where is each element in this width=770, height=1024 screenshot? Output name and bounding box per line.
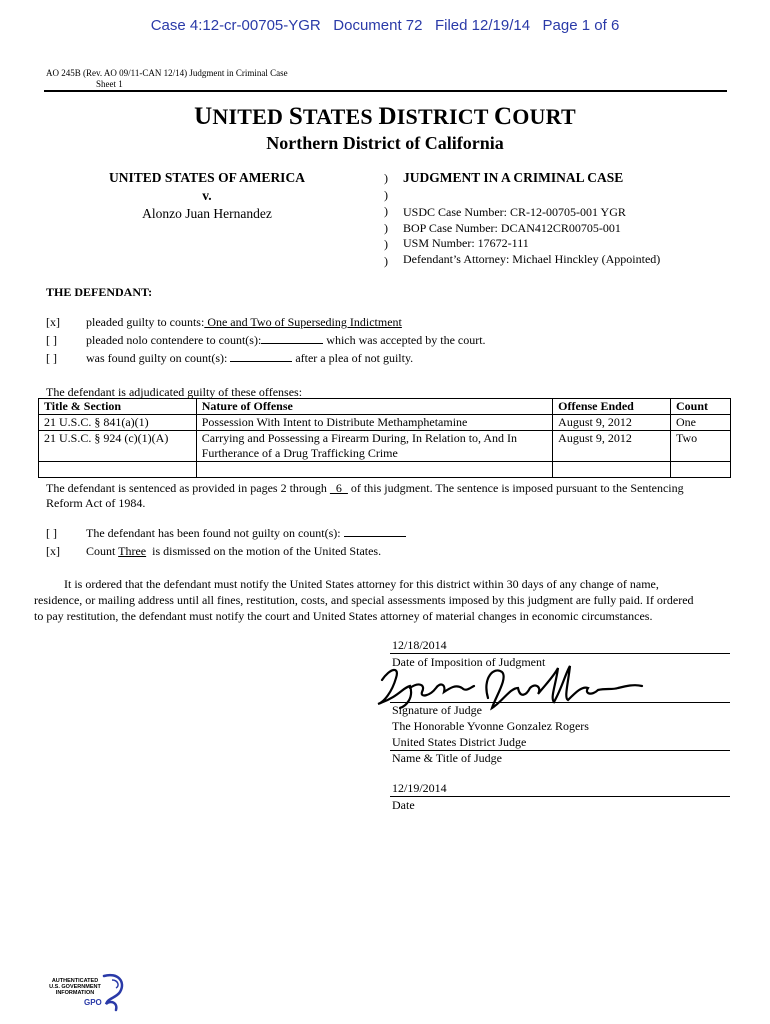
defendant-name: Alonzo Juan Hernandez bbox=[142, 206, 272, 221]
dismissed-before: Count bbox=[86, 544, 119, 558]
dismissed-checkbox: [x] bbox=[46, 544, 60, 558]
plea-checkbox-found-guilty: [ ] bbox=[46, 351, 57, 365]
plea-nolo-label: pleaded nolo contendere to count(s): bbox=[86, 333, 262, 347]
found-guilty-label: was found guilty on count(s): bbox=[86, 351, 228, 365]
dismissed-text bbox=[86, 544, 381, 559]
court-title-part: ISTRICT bbox=[396, 104, 494, 129]
header-nature-of-offense: Nature of Offense bbox=[196, 399, 552, 415]
court-title-part: TATES bbox=[302, 104, 379, 129]
dismissed-count: Three bbox=[118, 544, 147, 558]
name-title-label: Name & Title of Judge bbox=[392, 751, 502, 765]
plea-nolo-text bbox=[86, 333, 486, 348]
court-title bbox=[0, 103, 770, 131]
offenses-intro: The defendant is adjudicated guilty of these offenses: bbox=[46, 385, 303, 399]
sentence-before: The defendant is sentenced as provided in pages 2 through bbox=[46, 481, 330, 495]
not-guilty-text bbox=[86, 526, 406, 541]
offense-ended-cell: August 9, 2012 bbox=[553, 415, 671, 431]
dismissed-after: is dismissed on the motion of the United States. bbox=[146, 544, 382, 558]
empty-cell bbox=[39, 462, 197, 478]
table-row-empty bbox=[39, 462, 731, 478]
court-title-initial: D bbox=[378, 103, 397, 130]
caption-parentheses: ) ) ) ) ) ) bbox=[384, 171, 388, 268]
table-row bbox=[39, 415, 731, 431]
header-rule bbox=[44, 90, 727, 92]
empty-cell bbox=[196, 462, 552, 478]
signature-label: Signature of Judge bbox=[392, 703, 482, 717]
sentence-line2: Reform Act of 1984. bbox=[46, 496, 146, 510]
defendant-attorney: Defendant’s Attorney: Michael Hinckley (Appointed) bbox=[403, 252, 661, 266]
form-id-line: AO 245B (Rev. AO 09/11-CAN 12/14) Judgment in Criminal Case bbox=[46, 68, 288, 78]
usdc-case-number: USDC Case Number: CR-12-00705-001 YGR bbox=[403, 205, 626, 219]
gpo-eagle-icon bbox=[98, 972, 128, 1016]
blank-line bbox=[344, 526, 406, 537]
gpo-line: U.S. GOVERNMENT bbox=[49, 984, 101, 990]
bop-case-number: BOP Case Number: DCAN412CR00705-001 bbox=[403, 221, 621, 235]
title-section-cell: 21 U.S.C. § 841(a)(1) bbox=[39, 415, 197, 431]
order-line-2: residence, or mailing address until all fines, restitution, costs, and special assessments imposed by this judgment are fully paid. If ordered bbox=[34, 593, 694, 607]
gpo-authentication-text bbox=[44, 978, 106, 996]
sentence-text bbox=[46, 481, 736, 496]
date-line bbox=[390, 796, 730, 797]
court-title-initial: U bbox=[194, 103, 213, 130]
plaintiff-name: UNITED STATES OF AMERICA bbox=[109, 170, 305, 185]
filing-header: Case 4:12-cr-00705-YGR Document 72 Filed 12/19/14 Page 1 of 6 bbox=[150, 17, 620, 34]
nature-of-offense-cell: Possession With Intent to Distribute Methamphetamine bbox=[196, 415, 552, 431]
plea-guilty-text bbox=[86, 315, 402, 330]
defendant-heading: THE DEFENDANT: bbox=[46, 285, 153, 299]
header-offense-ended: Offense Ended bbox=[553, 399, 671, 415]
header-title-section: Title & Section bbox=[39, 399, 197, 415]
not-guilty-checkbox: [ ] bbox=[46, 526, 57, 540]
form-identifier bbox=[46, 68, 288, 90]
count-cell: Two bbox=[671, 431, 731, 462]
count-cell: One bbox=[671, 415, 731, 431]
gpo-line: AUTHENTICATED bbox=[51, 978, 99, 984]
usm-number: USM Number: 17672-111 bbox=[403, 236, 529, 250]
sentence-after: of this judgment. The sentence is imposed pursuant to the Sentencing bbox=[347, 481, 684, 495]
court-title-part: NITED bbox=[212, 104, 289, 129]
imposition-date: 12/18/2014 bbox=[392, 638, 447, 652]
order-line-1: It is ordered that the defendant must notify the United States attorney for this district within 30 days of any change of name, bbox=[64, 577, 659, 591]
date-label: Date bbox=[392, 798, 415, 812]
court-title-initial: C bbox=[493, 103, 513, 130]
table-header-row bbox=[39, 399, 731, 415]
judgment-title: JUDGMENT IN A CRIMINAL CASE bbox=[403, 170, 624, 185]
sentence-pages: 6 bbox=[329, 481, 348, 495]
blank-line bbox=[230, 351, 292, 362]
sheet-label: Sheet 1 bbox=[96, 79, 123, 89]
order-line-3: to pay restitution, the defendant must notify the court and United States attorney of material changes in economic circumstances. bbox=[34, 609, 653, 623]
plea-nolo-after: which was accepted by the court. bbox=[323, 333, 486, 347]
signed-date: 12/19/2014 bbox=[392, 781, 447, 795]
found-guilty-text bbox=[86, 351, 413, 366]
plea-checkbox-guilty: [x] bbox=[46, 315, 60, 329]
title-section-cell: 21 U.S.C. § 924 (c)(1)(A) bbox=[39, 431, 197, 462]
table-row bbox=[39, 431, 731, 462]
found-guilty-after: after a plea of not guilty. bbox=[292, 351, 414, 365]
blank-line bbox=[261, 333, 323, 344]
plea-guilty-label: pleaded guilty to counts: bbox=[86, 315, 205, 329]
plea-guilty-counts: One and Two of Superseding Indictment bbox=[204, 315, 402, 329]
offense-ended-cell: August 9, 2012 bbox=[553, 431, 671, 462]
court-title-initial: S bbox=[288, 103, 303, 130]
not-guilty-label: The defendant has been found not guilty on count(s): bbox=[86, 526, 341, 540]
offenses-table bbox=[38, 398, 731, 478]
court-title-part: OURT bbox=[512, 104, 576, 129]
gpo-mark: GPO bbox=[84, 998, 102, 1007]
nature-of-offense-cell: Carrying and Possessing a Firearm During, In Relation to, And In Furtherance of a Drug Trafficking Crime bbox=[196, 431, 552, 462]
judge-title: United States District Judge bbox=[392, 735, 527, 749]
empty-cell bbox=[671, 462, 731, 478]
imposition-date-line bbox=[390, 653, 730, 654]
imposition-label: Date of Imposition of Judgment bbox=[392, 655, 546, 669]
court-district: Northern District of California bbox=[266, 133, 504, 153]
plea-checkbox-nolo: [ ] bbox=[46, 333, 57, 347]
empty-cell bbox=[553, 462, 671, 478]
judge-name: The Honorable Yvonne Gonzalez Rogers bbox=[392, 719, 589, 733]
header-count: Count bbox=[671, 399, 731, 415]
gpo-line: INFORMATION bbox=[55, 990, 95, 996]
versus-label: v. bbox=[202, 188, 212, 203]
